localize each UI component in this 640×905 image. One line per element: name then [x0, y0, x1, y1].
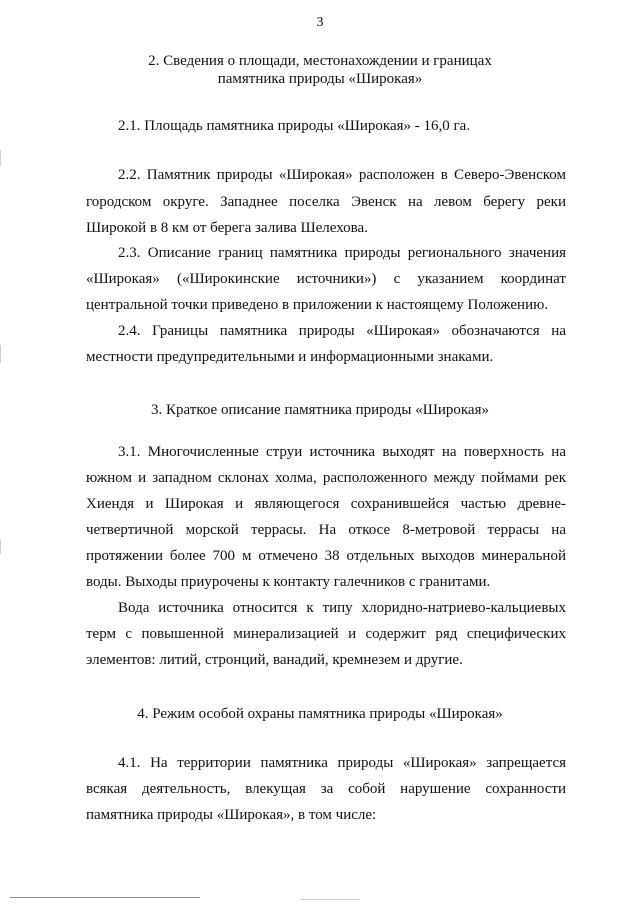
paragraph-3-1-line: четвертичной морской террасы. На откосе 8-метровой террасы на [86, 522, 566, 538]
paragraph-3-1-line: южном и западном склонах холма, расположенного между поймами рек [86, 470, 566, 486]
paragraph-2-2-line: 2.2. Памятник природы «Широкая» расположен в Северо-Эвенском [118, 167, 566, 183]
paragraph-2-2-line: городском округе. Западнее поселка Эвенск на левом берегу реки [86, 194, 566, 210]
paragraph-2-4-line: местности предупредительными и информационными знаками. [86, 349, 494, 365]
paragraph-water-line: Вода источника относится к типу хлоридно-натриево-кальциевых [118, 600, 566, 616]
paragraph-4-1-line: всякая деятельность, влекущая за собой нарушение сохранности [86, 781, 566, 797]
section-2-heading-line-2: памятника природы «Широкая» [217, 71, 423, 87]
paragraph-2-3-line: 2.3. Описание границ памятника природы регионального значения [118, 245, 566, 261]
section-2-heading-line-1: 2. Сведения о площади, местонахождении и границах [148, 53, 492, 69]
margin-mark [0, 150, 1, 166]
margin-mark [0, 540, 1, 554]
paragraph-3-1-line: воды. Выходы приурочены к контакту галечников с гранитами. [86, 574, 491, 590]
paragraph-3-1-line: Хиендя и Широкая и являющегося сохранившейся частью древне- [86, 496, 566, 512]
paragraph-2-4-line: 2.4. Границы памятника природы «Широкая» обозначаются на [118, 323, 566, 339]
scan-edge-line [10, 897, 200, 898]
section-4-heading: 4. Режим особой охраны памятника природы «Широкая» [137, 706, 503, 722]
margin-mark [0, 345, 1, 363]
paragraph-water-line: терм с повышенной минерализацией и содержит ряд специфических [86, 626, 566, 642]
section-3-heading: 3. Краткое описание памятника природы «Широкая» [151, 402, 489, 418]
page-number: 3 [316, 15, 324, 30]
paragraph-3-1-line: 3.1. Многочисленные струи источника выходят на поверхность на [118, 444, 566, 460]
paragraph-2-1: 2.1. Площадь памятника природы «Широкая» - 16,0 га. [118, 118, 471, 134]
paragraph-2-3-line: «Широкая» («Широкинские источники») с указанием координат [86, 271, 566, 287]
scan-edge-line [300, 899, 360, 900]
paragraph-2-2-line: Широкой в 8 км от берега залива Шелехова. [86, 220, 368, 236]
paragraph-4-1-line: памятника природы «Широкая», в том числе: [86, 807, 377, 823]
paragraph-water-line: элементов: литий, стронций, ванадий, кремнезем и другие. [86, 652, 463, 668]
paragraph-3-1-line: протяжении более 700 м отмечено 38 отдельных выходов минеральной [86, 548, 566, 564]
paragraph-2-3-line: центральной точки приведено в приложении к настоящему Положению. [86, 297, 549, 313]
paragraph-4-1-line: 4.1. На территории памятника природы «Широкая» запрещается [118, 755, 566, 771]
